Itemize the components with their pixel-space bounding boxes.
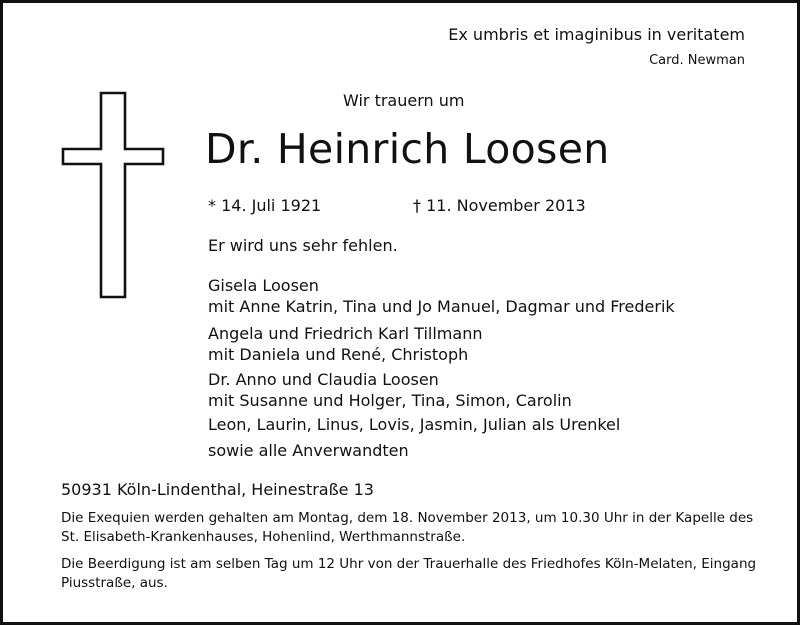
relatives-line: sowie alle Anverwandten bbox=[208, 441, 409, 460]
exequien-paragraph: Die Exequien werden gehalten am Montag, dem 18. November 2013, um 10.30 Uhr in der Kapelle des St. Elisabeth-Krankenhauses, Hohenlind, Werthmannstraße. bbox=[61, 510, 754, 545]
mourner-group bbox=[208, 323, 482, 365]
mourner-group bbox=[208, 440, 409, 461]
mourner-group bbox=[208, 275, 675, 317]
burial-paragraph: Die Beerdigung ist am selben Tag um 12 Uhr von der Trauerhalle des Friedhofes Köln-Melaten, Eingang Piusstraße, aus. bbox=[61, 556, 757, 591]
latin-cross-icon bbox=[61, 91, 165, 299]
mourner-name: Angela und Friedrich Karl Tillmann bbox=[208, 324, 483, 343]
mourner-family: mit Susanne und Holger, Tina, Simon, Carolin bbox=[208, 391, 572, 410]
death-date: † 11. November 2013 bbox=[413, 196, 586, 215]
motto-quote: Ex umbris et imaginibus in veritatem bbox=[448, 25, 745, 44]
address: 50931 Köln-Lindenthal, Heinestraße 13 bbox=[61, 480, 374, 499]
missed-line: Er wird uns sehr fehlen. bbox=[208, 236, 398, 255]
motto-author: Card. Newman bbox=[649, 53, 745, 68]
birth-date: * 14. Juli 1921 bbox=[208, 196, 322, 215]
mourner-family: mit Anne Katrin, Tina und Jo Manuel, Dagmar und Frederik bbox=[208, 297, 675, 316]
deceased-name: Dr. Heinrich Loosen bbox=[205, 125, 610, 173]
intro-text: Wir trauern um bbox=[343, 91, 465, 110]
mourner-family: mit Daniela und René, Christoph bbox=[208, 345, 469, 364]
mourner-group bbox=[208, 369, 572, 411]
mourner-name: Gisela Loosen bbox=[208, 276, 319, 295]
mourner-group bbox=[208, 414, 620, 435]
mourner-name: Dr. Anno und Claudia Loosen bbox=[208, 370, 439, 389]
great-grandchildren-line: Leon, Laurin, Linus, Lovis, Jasmin, Julian als Urenkel bbox=[208, 415, 621, 434]
